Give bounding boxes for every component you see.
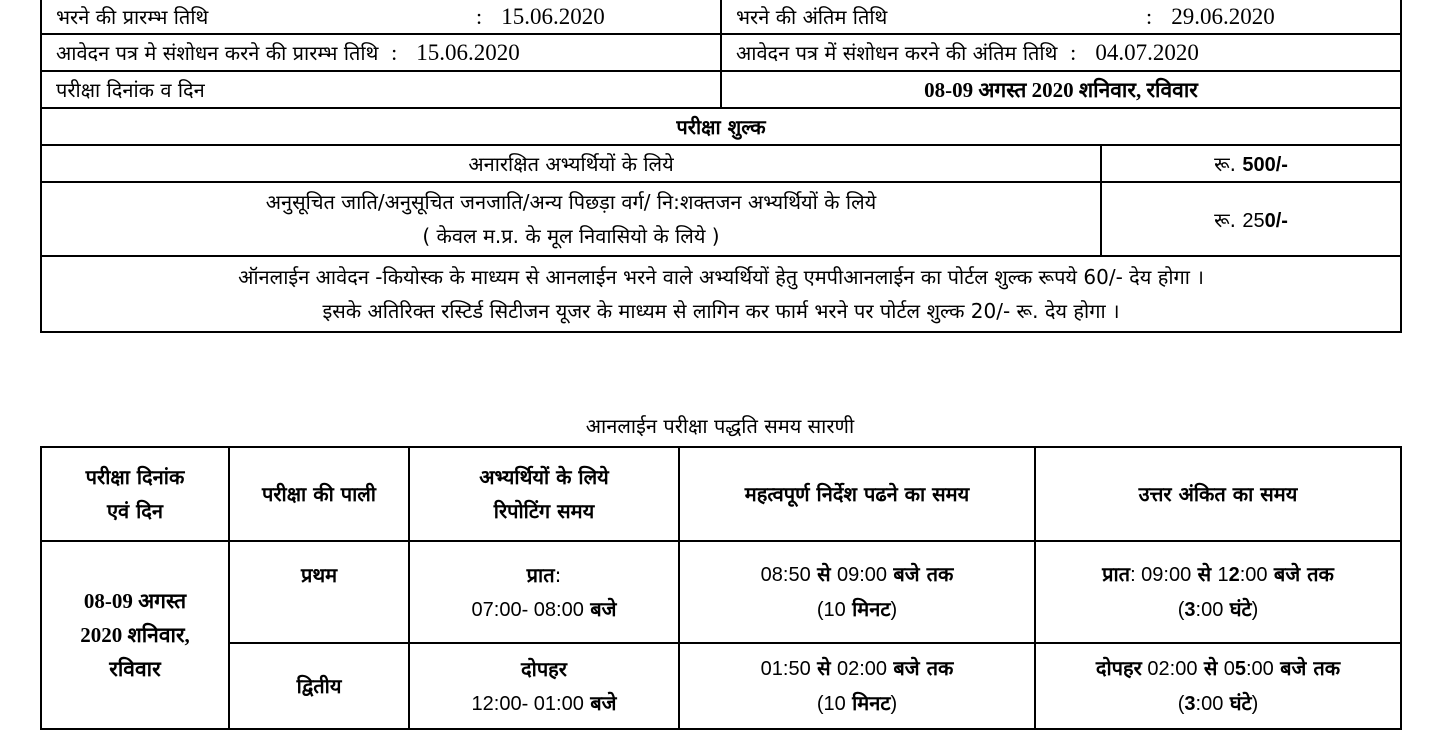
schedule-table <box>40 446 1402 730</box>
portal-note-line1: ऑनलाईन आवेदन -कियोस्क के माध्यम से आनलाईन भरने वाले अभ्यर्थियों हेतु एमपीआनलाईन का पोर्टल शुल्क रूपये 60/- देय होगा । <box>238 265 1204 289</box>
colon: : <box>1070 40 1077 65</box>
instructions-time: 08:50 से 09:00 बजे तक (10 मिनट) <box>679 541 1035 643</box>
header-instructions-time: महत्वपूर्ण निर्देश पढने का समय <box>679 447 1035 541</box>
portal-note <box>41 256 1401 332</box>
fee-title-row <box>41 108 1401 145</box>
shift-name: द्वितीय <box>229 643 409 729</box>
start-fill-cell <box>41 0 721 34</box>
start-fill-date: 15.06.2020 <box>501 4 605 29</box>
fee-general-row <box>41 145 1401 182</box>
correction-end-label: आवेदन पत्र में संशोधन करने की अंतिम तिथि <box>736 41 1058 65</box>
fee-general-label: अनारक्षित अभ्यर्थियों के लिये <box>41 145 1101 182</box>
exam-date-value: 08-09 अगस्त 2020 शनिवार, रविवार <box>721 71 1401 108</box>
portal-note-line2: इसके अतिरिक्त रस्टिर्ड सिटीजन यूजर के माध्यम से लागिन कर फार्म भरने पर पोर्टल शुल्क 20/- रू. देय होगा । <box>322 299 1120 323</box>
fee-reserved-line2: ( केवल म.प्र. के मूल निवासियो के लिये ) <box>422 224 720 248</box>
dates-and-fees-table <box>40 0 1402 333</box>
shift-name: प्रथम <box>229 541 409 643</box>
end-fill-label: भरने की अंतिम तिथि <box>736 5 888 29</box>
table-row <box>41 643 1401 729</box>
instructions-time: 01:50 से 02:00 बजे तक (10 मिनट) <box>679 643 1035 729</box>
exam-date-row <box>41 71 1401 108</box>
fee-reserved-label <box>41 182 1101 256</box>
correction-start-cell <box>41 34 721 71</box>
fill-dates-row <box>41 0 1401 34</box>
exam-date-cell: 08-09 अगस्त 2020 शनिवार, रविवार <box>41 541 229 729</box>
colon: : <box>476 4 483 29</box>
correction-end-cell <box>721 34 1401 71</box>
fee-reserved-amount: रू. 250/- <box>1101 182 1401 256</box>
correction-start-label: आवेदन पत्र मे संशोधन करने की प्रारम्भ तिथि <box>56 41 379 65</box>
header-answer-time: उत्तर अंकित का समय <box>1035 447 1401 541</box>
fee-reserved-row <box>41 182 1401 256</box>
reporting-time: प्रात: 07:00- 08:00 बजे <box>409 541 679 643</box>
table-row <box>41 541 1401 643</box>
header-exam-date: परीक्षा दिनांक एवं दिन <box>41 447 229 541</box>
answer-time: दोपहर 02:00 से 05:00 बजे तक (3:00 घंटे) <box>1035 643 1401 729</box>
schedule-caption: आनलाईन परीक्षा पद्धति समय सारणी <box>585 414 855 438</box>
correction-start-date: 15.06.2020 <box>416 40 520 65</box>
colon: : <box>391 40 398 65</box>
fee-title: परीक्षा शुल्क <box>41 108 1401 145</box>
header-shift: परीक्षा की पाली <box>229 447 409 541</box>
colon: : <box>1146 4 1153 29</box>
exam-date-label: परीक्षा दिनांक व दिन <box>41 71 721 108</box>
portal-note-row <box>41 256 1401 332</box>
correction-end-date: 04.07.2020 <box>1095 40 1199 65</box>
reporting-time: दोपहर 12:00- 01:00 बजे <box>409 643 679 729</box>
fee-general-amount: रू. 500/- <box>1101 145 1401 182</box>
answer-time: प्रात: 09:00 से 12:00 बजे तक (3:00 घंटे) <box>1035 541 1401 643</box>
correction-dates-row <box>41 34 1401 71</box>
end-fill-cell <box>721 0 1401 34</box>
fee-reserved-line1: अनुसूचित जाति/अनुसूचित जनजाति/अन्य पिछड़ा वर्ग/ नि:शक्तजन अभ्यर्थियों के लिये <box>265 190 877 214</box>
start-fill-label: भरने की प्रारम्भ तिथि <box>56 5 209 29</box>
end-fill-date: 29.06.2020 <box>1171 4 1275 29</box>
header-reporting-time: अभ्यर्थियों के लिये रिपोटिंग समय <box>409 447 679 541</box>
schedule-header-row <box>41 447 1401 541</box>
